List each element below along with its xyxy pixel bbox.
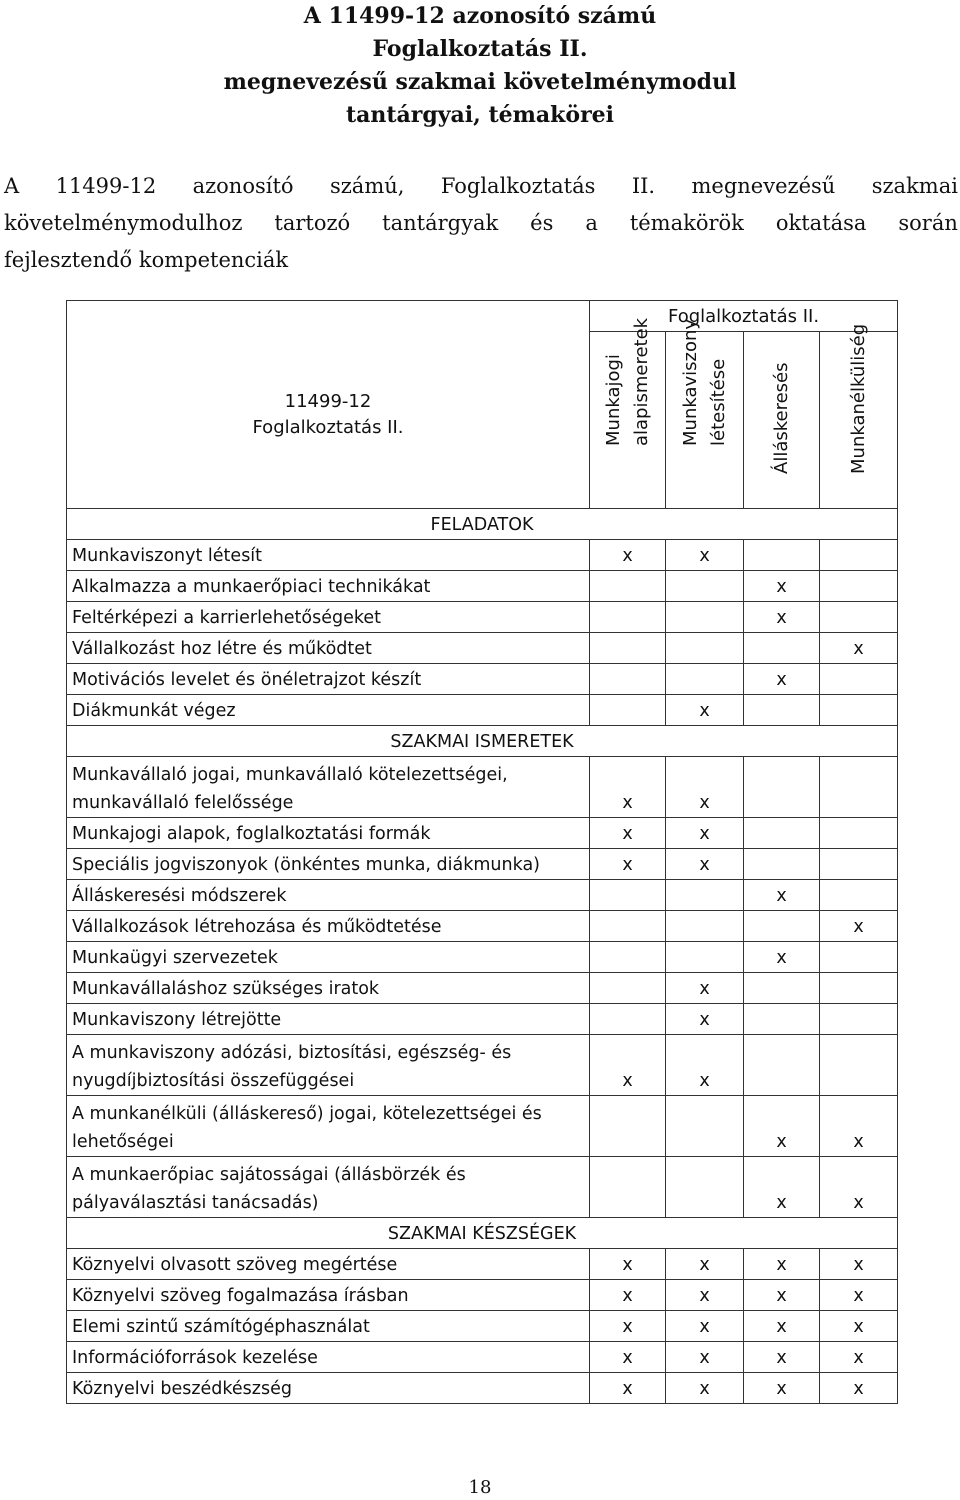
row-label-line: Köznyelvi szöveg fogalmazása írásban [72,1286,409,1306]
row-label-line: pályaválasztási tanácsadás) [72,1193,319,1213]
mark-cell: x [744,1342,820,1373]
mark-cell [590,602,666,633]
mark-cell: x [820,911,898,942]
intro-line: fejlesztendő kompetenciák [4,248,289,272]
column-header-line: Álláskeresés [770,362,792,474]
table-row [67,695,898,726]
row-label [67,880,590,911]
intro-word: a [585,211,598,235]
row-label [67,1249,590,1280]
mark-cell [666,602,744,633]
mark-cell [744,695,820,726]
mark-cell [820,849,898,880]
mark-cell [590,633,666,664]
mark-cell: x [590,1249,666,1280]
intro-line [4,205,958,242]
row-label-line: Elemi szintű számítógéphasználat [72,1317,370,1337]
page-number: 18 [468,1477,492,1498]
mark-cell [744,818,820,849]
row-label-line: Diákmunkát végez [72,701,236,721]
mark-cell [820,571,898,602]
row-label-line: A munkaviszony adózási, biztosítási, egészség- és [72,1043,512,1063]
title-line: tantárgyai, témakörei [345,102,615,128]
intro-word: és [530,211,554,235]
row-label-line: Munkaviszony létrejötte [72,1010,282,1030]
row-label-line: Speciális jogviszonyok (önkéntes munka, diákmunka) [72,855,540,875]
row-label [67,1311,590,1342]
mark-cell [666,1157,744,1218]
mark-cell: x [744,602,820,633]
table-row [67,1342,898,1373]
row-label [67,571,590,602]
mark-cell: x [590,540,666,571]
mark-cell: x [744,571,820,602]
row-label-line: Köznyelvi beszédkészség [72,1379,292,1399]
table-row [67,849,898,880]
mark-cell: x [590,818,666,849]
mark-cell [666,571,744,602]
mark-cell: x [590,1035,666,1096]
mark-cell: x [820,633,898,664]
mark-cell: x [666,1035,744,1096]
mark-cell [820,664,898,695]
mark-cell: x [666,973,744,1004]
mark-cell [820,540,898,571]
row-label [67,1096,590,1157]
intro-word: 11499-12 [55,174,157,198]
mark-cell [590,571,666,602]
mark-cell [744,911,820,942]
table-row [67,1157,898,1218]
mark-cell [744,973,820,1004]
table-row [67,1249,898,1280]
mark-cell [666,1096,744,1157]
intro-word: A [4,174,20,198]
row-label [67,911,590,942]
mark-cell: x [744,1249,820,1280]
mark-cell [666,911,744,942]
row-label-line: A munkaerőpiac sajátosságai (állásbörzék és [72,1165,466,1185]
mark-cell: x [744,1096,820,1157]
mark-cell: x [590,849,666,880]
mark-cell [590,911,666,942]
mark-cell: x [666,818,744,849]
table-row [67,664,898,695]
column-header-label [600,318,656,446]
table-row [67,973,898,1004]
mark-cell [666,633,744,664]
mark-cell [666,942,744,973]
intro-word: megnevezésű [691,174,836,198]
mark-cell [820,973,898,1004]
column-header [820,323,898,509]
row-label [67,633,590,664]
mark-cell [744,1004,820,1035]
column-header [590,317,666,509]
row-label [67,1004,590,1035]
row-label [67,695,590,726]
row-label-line: munkavállaló felelőssége [72,793,294,813]
title-line: A 11499-12 azonosító számú [303,3,657,29]
table-row [67,1280,898,1311]
intro-word: során [898,211,958,235]
mark-cell [820,695,898,726]
mark-cell [744,1035,820,1096]
competency-table [66,300,898,1404]
column-header-line: létesítése [707,358,729,446]
mark-cell [820,1035,898,1096]
mark-cell: x [666,1280,744,1311]
mark-cell: x [590,757,666,818]
mark-cell: x [666,540,744,571]
row-label [67,849,590,880]
table-row [67,571,898,602]
row-label [67,818,590,849]
section-heading: SZAKMAI ISMERETEK [67,726,898,757]
mark-cell: x [820,1280,898,1311]
mark-cell: x [744,1373,820,1404]
table-row [67,880,898,911]
row-label-line: Vállalkozások létrehozása és működtetése [72,917,442,937]
mark-cell [744,849,820,880]
mark-cell: x [590,1280,666,1311]
mark-cell: x [590,1373,666,1404]
mark-cell [744,633,820,664]
table-row [67,1311,898,1342]
mark-cell [590,1157,666,1218]
row-label [67,757,590,818]
table-row [67,1373,898,1404]
row-label [67,664,590,695]
table-row [67,540,898,571]
mark-cell [820,880,898,911]
mark-cell: x [744,1157,820,1218]
row-label-line: nyugdíjbiztosítási összefüggései [72,1071,355,1091]
mark-cell: x [666,757,744,818]
table-row [67,1035,898,1096]
row-label-line: Munkajogi alapok, foglalkoztatási formák [72,824,431,844]
mark-cell [744,540,820,571]
intro-word: számú, [329,174,405,198]
mark-cell: x [666,1373,744,1404]
row-label [67,1157,590,1218]
table-row [67,1004,898,1035]
table-row [67,757,898,818]
table-row [67,602,898,633]
mark-cell [590,942,666,973]
intro-word: tartozó [274,211,351,235]
mark-cell: x [666,849,744,880]
intro-word: Foglalkoztatás [440,174,596,198]
row-label-line: Munkavállaló jogai, munkavállaló kötelezettségei, [72,765,508,785]
row-label-line: Munkaviszonyt létesít [72,546,263,566]
mark-cell: x [744,664,820,695]
mark-cell [590,973,666,1004]
mark-cell [590,1096,666,1157]
mark-cell: x [666,1004,744,1035]
module-name: Foglalkoztatás II. [252,416,404,438]
column-header-line: Munkajogi [602,354,624,446]
mark-cell [590,880,666,911]
column-header-label [677,319,733,446]
intro-word: oktatása [775,211,867,235]
row-label-line: Motivációs levelet és önéletrajzot készít [72,670,422,690]
document-title [0,0,960,132]
mark-cell [744,757,820,818]
table-row [67,911,898,942]
intro-word: témakörök [629,211,744,235]
title-line: Foglalkoztatás II. [372,36,588,62]
mark-cell [820,1004,898,1035]
mark-cell: x [820,1096,898,1157]
title-line: megnevezésű szakmai követelménymodul [223,69,737,95]
mark-cell: x [666,1342,744,1373]
table-row [67,942,898,973]
row-label [67,1280,590,1311]
intro-line [4,168,958,205]
mark-cell: x [820,1249,898,1280]
mark-cell: x [590,1311,666,1342]
table-row [67,1096,898,1157]
row-label-line: Köznyelvi olvasott szöveg megértése [72,1255,398,1275]
column-header [666,318,744,509]
row-label-line: lehetőségei [72,1132,174,1152]
module-header [67,301,590,509]
mark-cell [590,1004,666,1035]
intro-word: követelménymodulhoz [4,211,243,235]
row-label-line: Alkalmazza a munkaerőpiaci technikákat [72,577,431,597]
intro-paragraph [4,168,958,279]
row-label-line: Munkaügyi szervezetek [72,948,278,968]
mark-cell [820,818,898,849]
mark-cell [590,695,666,726]
row-label [67,540,590,571]
row-label [67,1342,590,1373]
table-row [67,633,898,664]
column-header-label [845,324,873,474]
section-heading: FELADATOK [67,509,898,540]
mark-cell: x [744,1311,820,1342]
row-label [67,602,590,633]
column-header [744,332,820,509]
mark-cell: x [744,942,820,973]
mark-cell [666,664,744,695]
intro-word: II. [631,174,656,198]
mark-cell: x [666,695,744,726]
row-label-line: Vállalkozást hoz létre és működtet [72,639,372,659]
mark-cell [666,880,744,911]
table-row [67,818,898,849]
mark-cell: x [744,1280,820,1311]
intro-word: szakmai [871,174,958,198]
row-label-line: Álláskeresési módszerek [72,886,287,906]
column-header-line: Munkaviszony [679,318,701,446]
column-header-label [768,363,796,475]
section-heading: SZAKMAI KÉSZSÉGEK [67,1218,898,1249]
row-label [67,973,590,1004]
column-header-line: Munkanélküliség [847,323,869,474]
mark-cell [820,942,898,973]
row-label [67,942,590,973]
intro-word: tantárgyak [382,211,499,235]
row-label [67,1373,590,1404]
mark-cell: x [820,1342,898,1373]
module-code: 11499-12 [284,390,372,412]
mark-cell: x [666,1249,744,1280]
mark-cell: x [820,1373,898,1404]
row-label-line: Feltérképezi a karrierlehetőségeket [72,608,382,628]
mark-cell [590,664,666,695]
mark-cell: x [820,1157,898,1218]
row-label-line: Munkavállaláshoz szükséges iratok [72,979,380,999]
column-header-line: alapismeretek [630,317,652,446]
mark-cell: x [590,1342,666,1373]
mark-cell [820,602,898,633]
subject-header: Foglalkoztatás II. [590,301,898,332]
intro-word: azonosító [192,174,294,198]
row-label-line: Információforrások kezelése [72,1348,318,1368]
mark-cell: x [744,880,820,911]
row-label-line: A munkanélküli (álláskereső) jogai, kötelezettségei és [72,1104,542,1124]
mark-cell [820,757,898,818]
row-label [67,1035,590,1096]
mark-cell: x [666,1311,744,1342]
mark-cell: x [820,1311,898,1342]
